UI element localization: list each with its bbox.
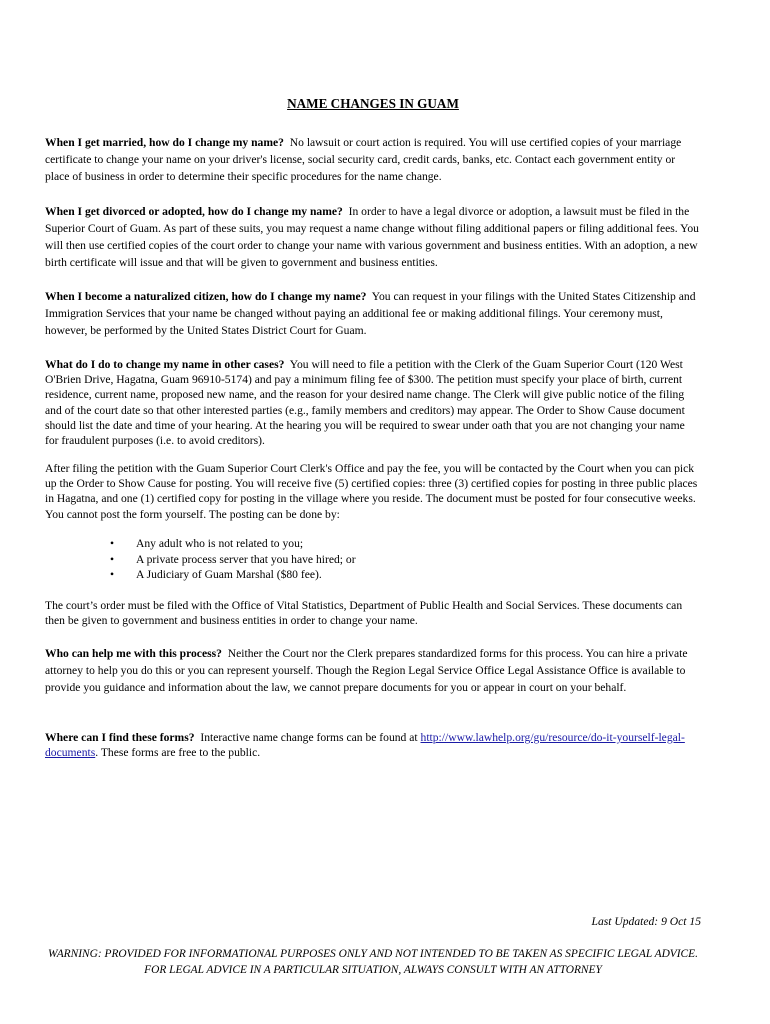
- bullet-icon: •: [110, 552, 115, 566]
- bullet-icon: •: [110, 568, 115, 581]
- lawhelp-link[interactable]: http://www.lawhelp.org/gu/resource/do-it-yourself-legal-documents: [45, 731, 685, 760]
- after-filing-paragraph: After filing the petition with the Guam Superior Court Clerk's Office and pay the fee, you will be contacted by the Court when you can pick up the Order to Show Cause for posting. You will receive five (5) certified copies: three (3) certified copies for posting in three public places in Hagatna, and one (1) certified copy for posting in the village where you reside. The document must be posted for four consecutive weeks. You cannot post the form yourself. The posting can be done by:: [45, 462, 698, 521]
- section-question: When I get divorced or adopted, how do I change my name?: [45, 205, 343, 218]
- list-item: • Any adult who is not related to you;: [110, 537, 304, 550]
- section-question: What do I do to change my name in other cases?: [45, 358, 285, 371]
- section-answer: Neither the Court nor the Clerk prepares standardized forms for this process. You can hire a private attorney to help you do this or you can represent yourself. Though the Region Legal Service Office Legal Assistance Office is available to provide you guidance and information about the law, we cannot prepare documents for you or appear in court on your behalf.: [45, 647, 688, 694]
- section-question: When I become a naturalized citizen, how do I change my name?: [45, 290, 367, 303]
- section-answer: You can request in your filings with the United States Citizenship and Immigration Services that your name be changed without paying an additional fee or making additional filings. Your ceremony must, however, be performed by the United States District Court for Guam.: [45, 290, 696, 337]
- list-item: • A Judiciary of Guam Marshal ($80 fee).: [110, 568, 322, 581]
- section-naturalized: [45, 288, 701, 339]
- section-answer: No lawsuit or court action is required. You will use certified copies of your marriage certificate to change your name on your driver's license, social security card, credit cards, banks, etc. Contact each government entity or place of business in order to determine their specific procedures for the name change.: [45, 136, 682, 183]
- section-forms: Where can I find these forms? Interactive name change forms can be found at http://www.lawhelp.org/gu/resource/do-it-yourself-legal-documents. These forms are free to the public.: [45, 731, 685, 760]
- section-question: Where can I find these forms?: [45, 731, 195, 744]
- page-title: NAME CHANGES IN GUAM: [287, 96, 459, 111]
- section-help: [45, 645, 701, 696]
- court-order-paragraph: The court’s order must be filed with the Office of Vital Statistics, Department of Public Health and Social Services. These documents can then be given to government and business entities in order to change your name.: [45, 599, 683, 628]
- posting-options-list: [110, 536, 356, 583]
- list-item: • A private process server that you have hired; or: [110, 552, 356, 566]
- section-answer: In order to have a legal divorce or adoption, a lawsuit must be filed in the Superior Court of Guam. As part of these suits, you may request a name change without filing additional papers or filing additional fees. You will then use certified copies of the court order to change your name with various government and business entities. With an adoption, a new birth certificate will issue and that will be given to government and business entities.: [45, 205, 699, 269]
- section-divorced-adopted: [45, 203, 701, 271]
- section-married: [45, 134, 701, 185]
- last-updated: Last Updated: 9 Oct 15: [591, 915, 701, 928]
- warning-disclaimer: WARNING: PROVIDED FOR INFORMATIONAL PURPOSES ONLY AND NOT INTENDED TO BE TAKEN AS SPECIFIC LEGAL ADVICE. FOR LEGAL ADVICE IN A PARTICULAR SITUATION, ALWAYS CONSULT WITH AN ATTORNEY: [48, 948, 698, 976]
- section-other-cases: [45, 357, 701, 448]
- document-page: [45, 0, 701, 1024]
- bullet-icon: •: [110, 537, 115, 550]
- section-question: Who can help me with this process?: [45, 647, 222, 660]
- section-answer: You will need to file a petition with the Clerk of the Guam Superior Court (120 West O'Brien Drive, Hagatna, Guam 96910-5174) and pay a minimum filing fee of $300. The petition must specify your place of birth, current residence, current name, proposed new name, and the reason for your desired name change. The Clerk will give public notice of the filing and of the court date so that other interested parties (e.g., family members and creditors) may appear. The Order to Show Cause document should list the date and time of your hearing. At the hearing you will be required to swear under oath that you are not changing your name for fraudulent purposes (i.e. to avoid creditors).: [45, 358, 685, 448]
- section-question: When I get married, how do I change my name?: [45, 136, 284, 149]
